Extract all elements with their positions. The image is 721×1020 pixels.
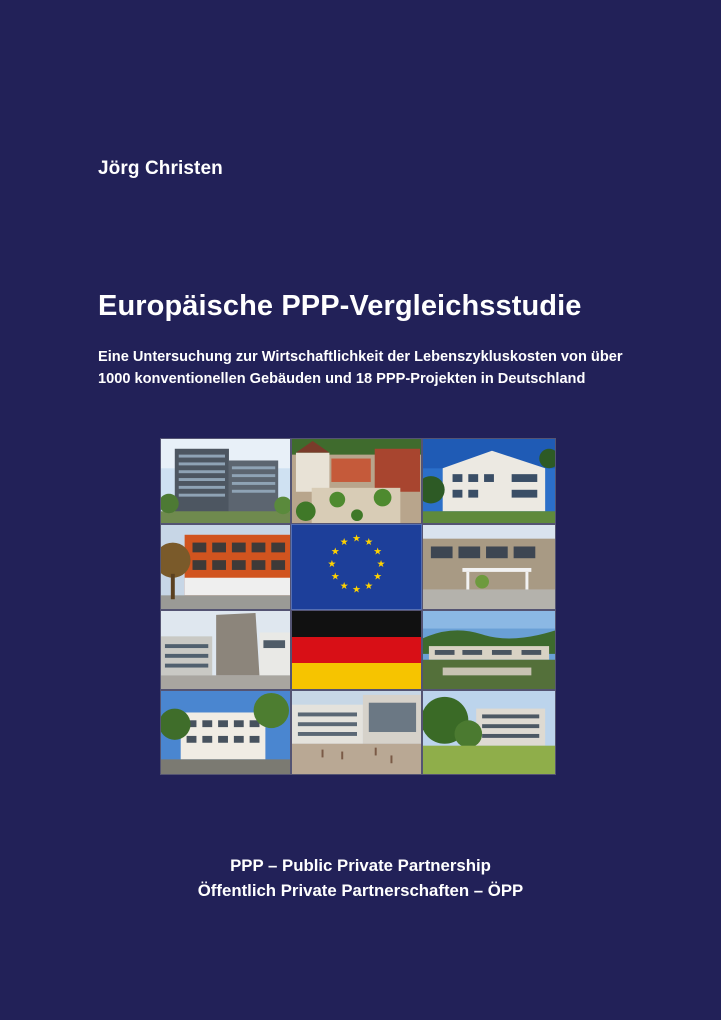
office-building-photo (160, 438, 291, 524)
svg-text:★: ★ (327, 559, 337, 570)
flag-stripe-red (292, 637, 421, 663)
town-square-photo (291, 438, 422, 524)
svg-text:★: ★ (373, 546, 383, 558)
book-subtitle (98, 346, 658, 390)
eu-flag (291, 524, 422, 610)
photo-grid (160, 438, 556, 775)
german-flag (291, 610, 422, 690)
plaza-rendering-photo (291, 690, 422, 775)
subtitle-line-2: 1000 konventionellen Gebäuden und 18 PPP-Projekten in Deutschland (98, 371, 586, 387)
svg-text:★: ★ (339, 537, 349, 549)
subtitle-line-1: Eine Untersuchung zur Wirtschaftlichkeit der Lebenszykluskosten von über (98, 349, 623, 365)
svg-text:★: ★ (352, 584, 361, 596)
flag-stripe-gold (292, 663, 421, 689)
hillside-campus-photo (422, 610, 556, 690)
svg-text:★: ★ (339, 581, 349, 592)
footer-line-2: Öffentlich Private Partnerschaften – ÖPP (197, 881, 524, 900)
flag-stripe-black (292, 611, 421, 637)
svg-text:★: ★ (330, 571, 340, 583)
svg-text:★: ★ (376, 559, 386, 570)
svg-text:★: ★ (373, 571, 383, 583)
footer-line-1: PPP – Public Private Partnership (230, 856, 491, 875)
white-school-trees-photo (160, 690, 291, 775)
orange-facade-school-photo (160, 524, 291, 610)
grey-school-building-photo (422, 524, 556, 610)
park-building-photo (422, 690, 556, 775)
cover-footer (0, 853, 721, 903)
courtyard-building-photo (160, 610, 291, 690)
author-name: Jörg Christen (98, 158, 223, 179)
svg-text:★: ★ (364, 581, 374, 592)
book-title: Europäische PPP-Vergleichsstudie (98, 290, 582, 322)
svg-text:★: ★ (352, 533, 361, 545)
svg-text:★: ★ (364, 537, 374, 549)
modern-school-photo (422, 438, 556, 524)
svg-text:★: ★ (330, 546, 340, 558)
